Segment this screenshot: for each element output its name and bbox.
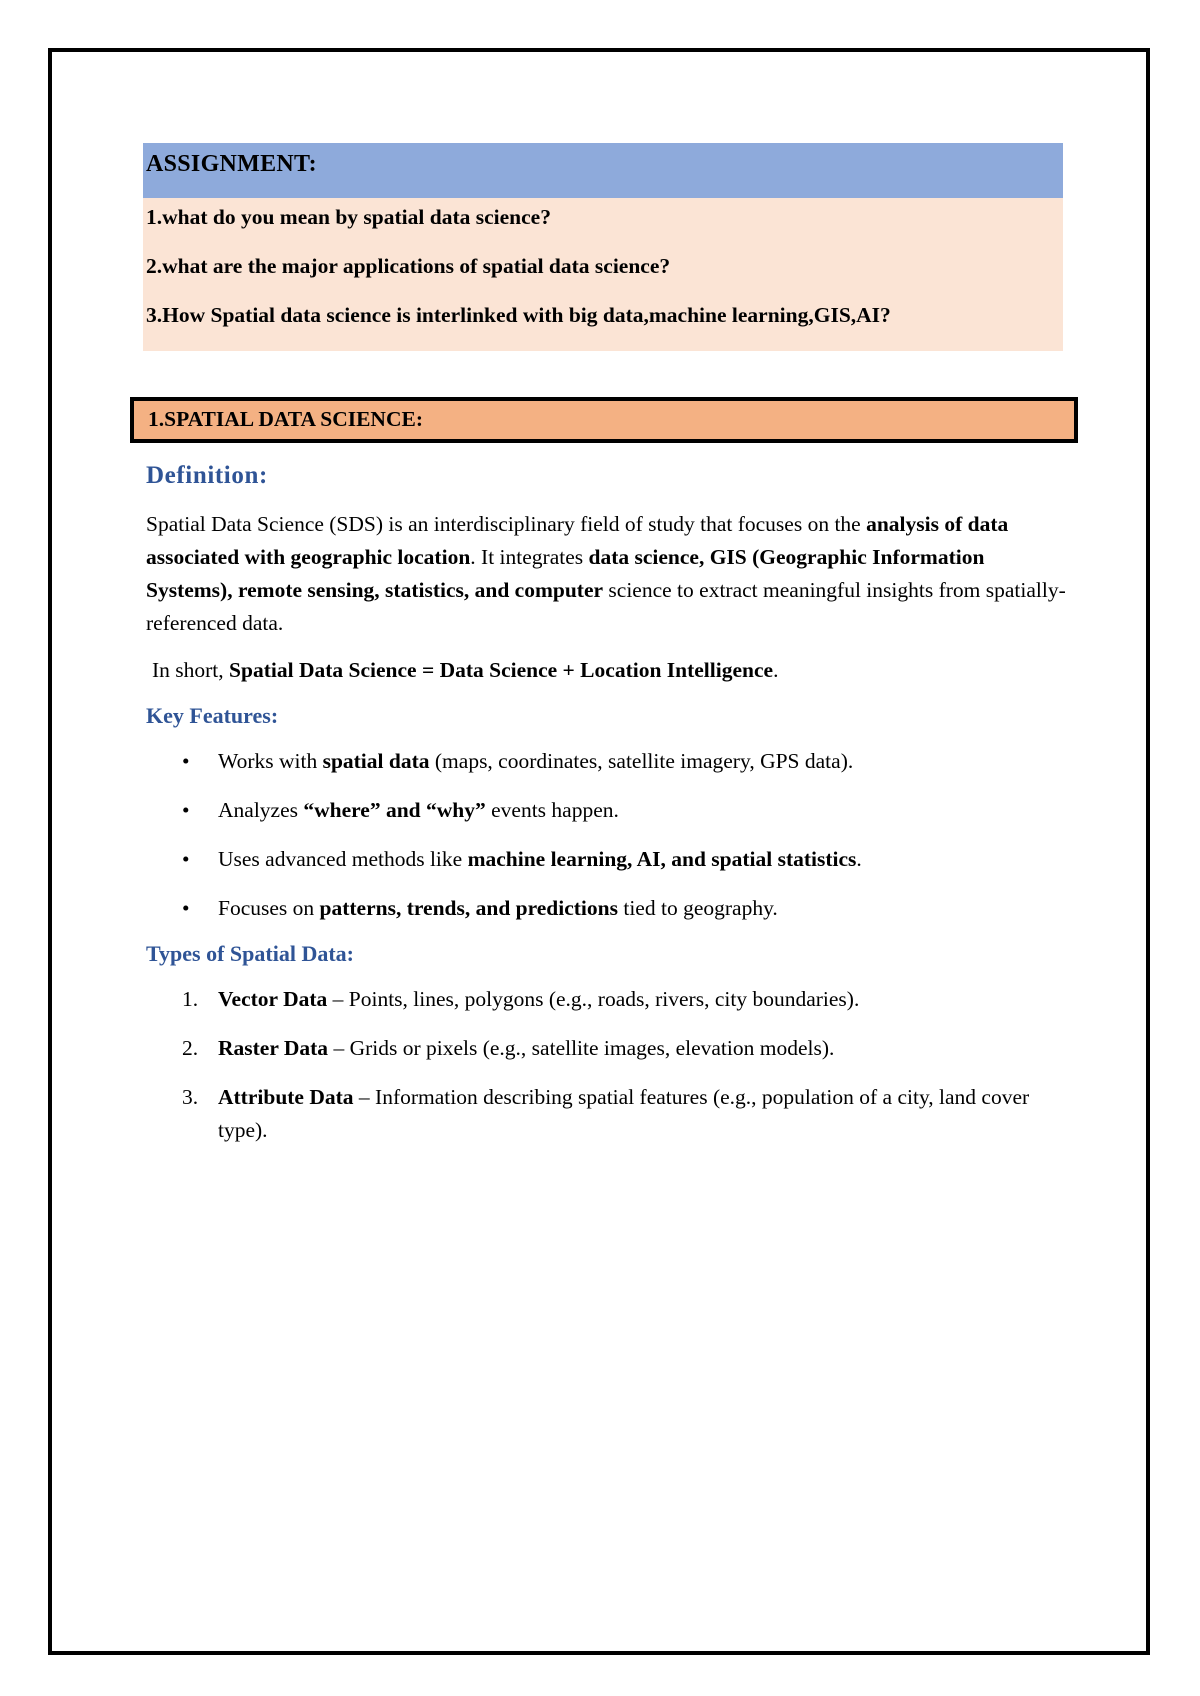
list-item — [146, 1081, 1066, 1147]
key-features-heading: Key Features: — [146, 703, 279, 728]
list-item — [146, 794, 1066, 827]
question-3: 3.How Spatial data science is interlinked with big data,machine learning,GIS,AI? — [146, 303, 891, 327]
feature-text: Focuses on — [218, 896, 320, 920]
type-name: Attribute Data — [218, 1085, 354, 1109]
feature-bold: spatial data — [322, 749, 430, 773]
list-item — [146, 745, 1066, 778]
section-header: 1.SPATIAL DATA SCIENCE: — [130, 397, 1078, 443]
feature-text: events happen. — [485, 798, 619, 822]
type-name: Vector Data — [218, 987, 328, 1011]
assignment-header: ASSIGNMENT: — [143, 143, 1063, 198]
feature-bold: machine learning, AI, and spatial statistics — [467, 847, 857, 871]
summary-text-2: . — [773, 658, 779, 682]
feature-text: Analyzes — [218, 798, 304, 822]
feature-text: tied to geography. — [617, 896, 778, 920]
question-1: 1.what do you mean by spatial data science? — [146, 205, 551, 229]
item-number: 3. — [182, 1085, 199, 1109]
type-description: – Grids or pixels (e.g., satellite images, elevation models). — [328, 1036, 835, 1060]
list-item — [146, 1032, 1066, 1065]
bullet-icon: • — [182, 847, 190, 871]
type-description: – Points, lines, polygons (e.g., roads, rivers, city boundaries). — [327, 987, 860, 1011]
bullet-icon: • — [182, 749, 190, 773]
type-name: Raster Data — [218, 1036, 329, 1060]
list-item — [146, 983, 1066, 1016]
bullet-icon: • — [182, 798, 190, 822]
item-number: 1. — [182, 987, 199, 1011]
list-item — [146, 843, 1066, 876]
definition-text-2: . It integrates — [470, 545, 589, 569]
definition-bold-2: data science, GIS (Geographic Information Systems), remote sensing, statistics, and computer — [146, 545, 985, 602]
list-item — [146, 892, 1066, 925]
types-list — [146, 983, 1066, 1147]
bullet-icon: • — [182, 896, 190, 920]
feature-text: . — [856, 847, 862, 871]
feature-bold: patterns, trends, and predictions — [319, 896, 618, 920]
assignment-box — [143, 143, 1063, 351]
definition-text-3: science to extract meaningful insights from spatially-referenced data. — [146, 578, 1066, 635]
key-features-list — [146, 745, 1066, 925]
definition-paragraph — [146, 508, 1066, 640]
summary-bold: Spatial Data Science = Data Science + Location Intelligence — [229, 658, 774, 682]
definition-text-1: Spatial Data Science (SDS) is an interdisciplinary field of study that focuses on the — [146, 512, 867, 536]
assignment-questions — [143, 198, 1063, 351]
summary-text-1: In short, — [152, 658, 230, 682]
types-heading: Types of Spatial Data: — [146, 941, 354, 966]
feature-text: (maps, coordinates, satellite imagery, GPS data). — [429, 749, 854, 773]
definition-bold-1: analysis of data associated with geographic location — [146, 512, 1009, 569]
type-description: – Information describing spatial features (e.g., population of a city, land cover type). — [218, 1085, 1030, 1142]
content — [146, 462, 1066, 1163]
definition-heading: Definition: — [146, 462, 268, 489]
item-number: 2. — [182, 1036, 199, 1060]
feature-text: Works with — [218, 749, 323, 773]
summary-paragraph — [152, 654, 1066, 687]
feature-text: Uses advanced methods like — [218, 847, 468, 871]
feature-bold: “where” and “why” — [303, 798, 486, 822]
question-2: 2.what are the major applications of spatial data science? — [146, 254, 671, 278]
